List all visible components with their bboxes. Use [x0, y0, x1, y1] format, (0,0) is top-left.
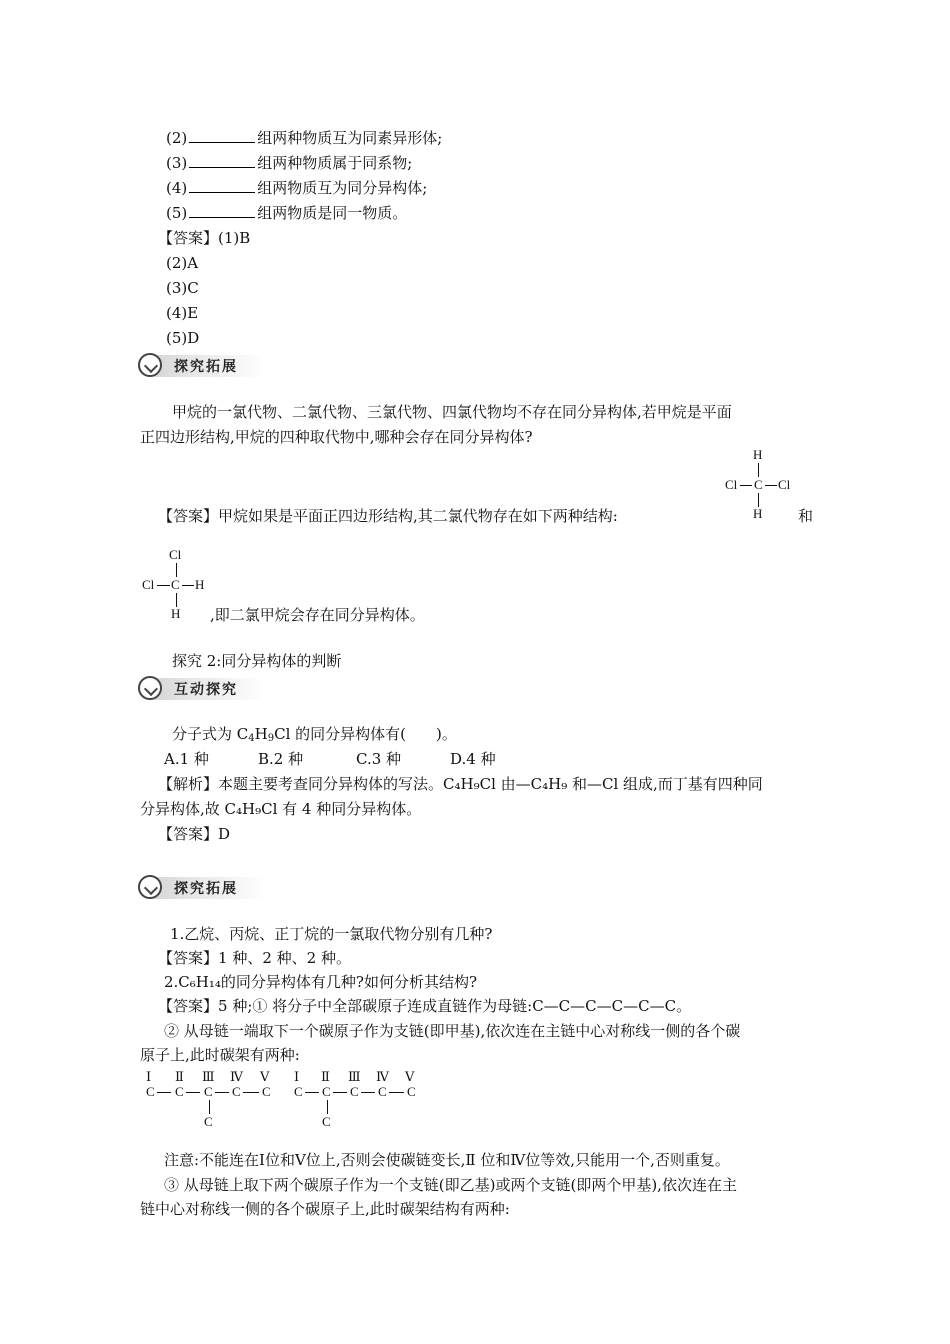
bond-line: [182, 585, 194, 586]
carbon-atom: C: [322, 1114, 331, 1129]
answer-label: 【答案】: [158, 949, 219, 967]
position-label: Ⅰ: [146, 1069, 152, 1084]
paragraph-line: 正四边形结构,甲烷的四种取代物中,哪种会存在同分异构体?: [140, 428, 533, 446]
structure-dichloromethane-trans: [720, 448, 800, 524]
paragraph-line: ③ 从母链上取下两个碳原子作为一个支链(即乙基)或两个支链(即两个甲基),依次连在主: [164, 1176, 737, 1194]
bond-line: [327, 1100, 328, 1114]
bond-line: [186, 1092, 200, 1093]
carbon-atom: C: [407, 1084, 416, 1099]
question-text: 组两物质是同一物质。: [257, 204, 408, 222]
atom-label: H: [195, 577, 205, 592]
answer-label: 【答案】: [158, 825, 219, 843]
answer-value: (2)A: [166, 254, 199, 272]
position-label: Ⅲ: [348, 1069, 361, 1084]
option-b[interactable]: B.2 种: [258, 750, 304, 768]
atom-label: Cl: [142, 577, 155, 592]
answer-blank[interactable]: [189, 153, 255, 168]
bond-line: [758, 463, 759, 477]
chevron-down-icon: [144, 682, 158, 696]
carbon-atom: C: [146, 1084, 155, 1099]
bond-line: [361, 1092, 375, 1093]
question-text: 分子式为 C: [172, 725, 249, 743]
question-line-2: [166, 128, 442, 148]
carbon-atom: C: [232, 1084, 241, 1099]
bond-line: [758, 493, 759, 507]
answer-text: ,即二氯甲烷会存在同分异构体。: [210, 606, 425, 624]
answer-value: (3)C: [166, 279, 199, 297]
position-label: Ⅰ: [294, 1069, 300, 1084]
bond-line: [176, 593, 177, 607]
answer-line-1: [158, 228, 250, 248]
answer-blank[interactable]: [189, 203, 255, 218]
bond-line: [389, 1092, 404, 1093]
atom-label: Cl: [169, 547, 182, 562]
question-number: (2): [166, 129, 188, 147]
answer-blank[interactable]: [189, 128, 255, 143]
atom-label: C: [171, 577, 180, 592]
answer-text: 1 种、2 种、2 种。: [218, 949, 351, 967]
bond-line: [333, 1092, 347, 1093]
chevron-circle-icon: [138, 676, 162, 700]
question-number: (4): [166, 179, 188, 197]
answer-value: (5)D: [166, 329, 200, 347]
question-line-4: [166, 178, 427, 198]
section-banner-interactive: [138, 675, 268, 703]
carbon-atom: C: [204, 1114, 213, 1129]
question-text: 2.C₆H₁₄的同分异构体有几种?如何分析其结构?: [164, 973, 477, 991]
analysis-line: [158, 774, 763, 794]
position-label: Ⅱ: [175, 1069, 184, 1084]
question-number: (5): [166, 204, 188, 222]
question-text: 1.乙烷、丙烷、正丁烷的一氯取代物分别有几种?: [170, 925, 493, 943]
position-label: Ⅴ: [405, 1069, 415, 1084]
bond-line: [176, 563, 177, 577]
section-banner-explore-2: [138, 874, 268, 902]
bond-line: [765, 485, 777, 486]
answer-label: 【答案】: [158, 997, 219, 1015]
analysis-text: 本题主要考查同分异构体的写法。C₄H₉Cl 由—C₄H₉ 和—Cl 组成,而丁基有四种同: [218, 775, 763, 793]
carbon-atom: C: [378, 1084, 387, 1099]
position-label: Ⅳ: [376, 1069, 389, 1084]
answer-line-explore1: [158, 506, 618, 526]
banner-label: 互动探究: [174, 682, 238, 698]
chevron-circle-icon: [138, 875, 162, 899]
question-number: (3): [166, 154, 188, 172]
paragraph-line: ② 从母链一端取下一个碳原子作为支链(即甲基),依次连在主链中心对称线一侧的各个碳: [164, 1022, 741, 1040]
option-a[interactable]: A.1 种: [164, 750, 209, 768]
note-text: 注意:不能连在Ⅰ位和Ⅴ位上,否则会使碳链变长,Ⅱ 位和Ⅳ位等效,只能用一个,否则重复。: [164, 1151, 730, 1169]
bond-line: [740, 485, 752, 486]
chevron-down-icon: [144, 881, 158, 895]
carbon-atom: C: [322, 1084, 331, 1099]
position-label: Ⅴ: [260, 1069, 270, 1084]
chevron-circle-icon: [138, 353, 162, 377]
banner-label: 探究拓展: [174, 359, 238, 375]
bond-line: [305, 1092, 319, 1093]
question-line-3: [166, 153, 412, 173]
question-text: 组两物质互为同分异构体;: [257, 179, 428, 197]
carbon-skeleton-2: [290, 1070, 430, 1130]
subscript: 4: [248, 733, 255, 744]
carbon-skeleton-1: [142, 1070, 282, 1130]
option-c[interactable]: C.3 种: [356, 750, 402, 768]
carbon-atom: C: [175, 1084, 184, 1099]
paragraph-line: 原子上,此时碳架有两种:: [140, 1046, 300, 1064]
position-label: Ⅲ: [202, 1069, 215, 1084]
question-text: H: [254, 725, 268, 743]
bond-line: [209, 1100, 210, 1114]
analysis-label: 【解析】: [158, 775, 219, 793]
banner-label: 探究拓展: [174, 881, 238, 897]
atom-label: Cl: [778, 477, 791, 492]
chevron-down-icon: [144, 359, 158, 373]
answer-value: (1)B: [218, 229, 251, 247]
answer-text: 甲烷如果是平面正四边形结构,其二氯代物存在如下两种结构:: [218, 507, 618, 525]
answer-value: D: [218, 825, 231, 843]
option-d[interactable]: D.4 种: [450, 750, 496, 768]
answer-line-interactive: [158, 824, 230, 844]
atom-label: C: [754, 477, 763, 492]
carbon-atom: C: [294, 1084, 303, 1099]
position-label: Ⅱ: [321, 1069, 330, 1084]
answer-blank[interactable]: [189, 178, 255, 193]
answer-value: (4)E: [166, 304, 199, 322]
analysis-text: 分异构体,故 C₄H₉Cl 有 4 种同分异构体。: [140, 800, 422, 818]
bond-line: [243, 1092, 259, 1093]
answer-text: 5 种;① 将分子中全部碳原子连成直链作为母链:C—C—C—C—C—C。: [218, 997, 692, 1015]
paragraph-line: 甲烷的一氯代物、二氯代物、三氯代物、四氯代物均不存在同分异构体,若甲烷是平面: [172, 403, 732, 421]
question-line-5: [166, 203, 407, 223]
bond-line: [215, 1092, 229, 1093]
atom-label: H: [753, 506, 763, 521]
answer-line: [158, 948, 351, 968]
atom-label: H: [753, 447, 763, 462]
position-label: Ⅳ: [230, 1069, 243, 1084]
question-text: 组两种物质属于同系物;: [257, 154, 413, 172]
subscript: 9: [267, 733, 275, 744]
answer-label: 【答案】: [158, 507, 219, 525]
section-title: 探究 2:同分异构体的判断: [172, 652, 342, 670]
atom-label: Cl: [725, 477, 738, 492]
carbon-atom: C: [204, 1084, 213, 1099]
carbon-atom: C: [350, 1084, 359, 1099]
question-text: 组两种物质互为同素异形体;: [257, 129, 443, 147]
bond-line: [157, 585, 170, 586]
paragraph-line: 链中心对称线一侧的各个碳原子上,此时碳架结构有两种:: [140, 1200, 510, 1218]
carbon-atom: C: [262, 1084, 271, 1099]
question-text: Cl 的同分异构体有( )。: [274, 725, 457, 743]
interactive-question: [172, 724, 457, 744]
bond-line: [157, 1092, 171, 1093]
connector-text: 和: [798, 507, 814, 525]
atom-label: H: [171, 606, 181, 621]
section-banner-explore: [138, 352, 268, 380]
answer-line: [158, 996, 691, 1016]
answer-label: 【答案】: [158, 229, 219, 247]
